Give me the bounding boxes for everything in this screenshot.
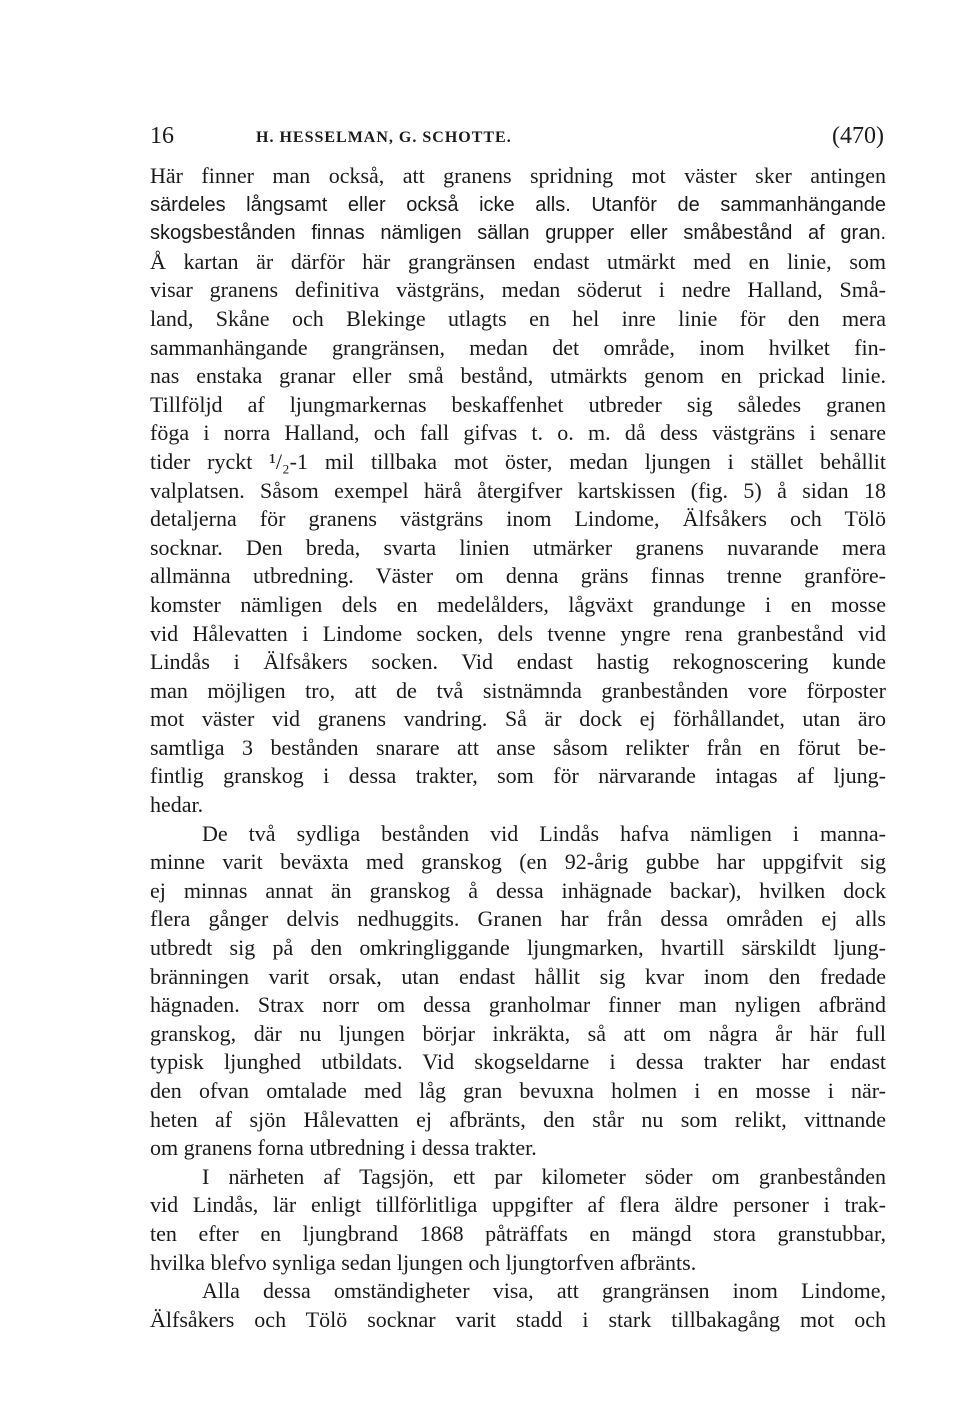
original-page-number: (470) — [832, 123, 884, 149]
text-line: Lindås i Älfsåkers socken. Vid endast hastig rekognoscering kunde — [150, 649, 886, 675]
text-line: komster nämligen dels en medelålders, lågväxt grandunge i en mosse — [150, 591, 886, 617]
page-number: 16 — [150, 123, 174, 149]
page-header — [150, 118, 886, 154]
paragraph — [150, 1163, 886, 1277]
text-line: skogsbestånden finnas nämligen sällan grupper eller småbestånd af gran. — [150, 222, 886, 245]
text-line: Å kartan är därför här grangränsen endast utmärkt med en linie, som — [150, 248, 886, 274]
text-line: De två sydliga bestånden vid Lindås hafva nämligen i manna- — [202, 820, 886, 846]
text-line: vid Hålevatten i Lindome socken, dels tvenne yngre rena granbestånd vid — [150, 620, 886, 646]
text-line: typisk ljunghed utbildats. Vid skogseldarne i dessa trakter har endast — [150, 1049, 886, 1075]
page — [150, 118, 886, 1334]
paragraph — [150, 1277, 886, 1334]
text-line: hvilka blefvo synliga sedan ljungen och ljungtorfven afbränts. — [150, 1249, 697, 1275]
text-line: vid Lindås, lär enligt tillförlitliga uppgifter af flera äldre personer i trak- — [150, 1192, 886, 1218]
text-line: Tillföljd af ljungmarkernas beskaffenhet utbreder sig således granen — [150, 391, 886, 417]
text-line: ej minnas annat än granskog å dessa inhägnade backar), hvilken dock — [150, 877, 886, 903]
text-line: samtliga 3 bestånden snarare att anse såsom relikter från en förut be- — [150, 734, 886, 760]
paragraph — [150, 162, 886, 820]
paragraph — [150, 820, 886, 1163]
running-head: H. HESSELMAN, G. SCHOTTE. — [256, 129, 512, 146]
text-line: detaljerna för granens västgräns inom Lindome, Älfsåkers och Tölö — [150, 506, 886, 532]
text-line: fintlig granskog i dessa trakter, som för närvarande intagas af ljung- — [150, 763, 886, 789]
text-line: sammanhängande grangränsen, medan det område, inom hvilket fin- — [150, 334, 886, 360]
text-line: allmänna utbredning. Väster om denna gräns finnas trenne granföre- — [150, 563, 886, 589]
text-line: land, Skåne och Blekinge utlagts en hel inre linie för den mera — [150, 305, 886, 331]
text-line: socknar. Den breda, svarta linien utmärker granens nuvarande mera — [150, 534, 886, 560]
text-line: valplatsen. Såsom exempel härå återgifver kartskissen (fig. 5) å sidan 18 — [150, 477, 886, 503]
text-line: Älfsåkers och Tölö socknar varit stadd i stark tillbakagång mot och — [150, 1306, 886, 1332]
text-line: flera gånger delvis nedhuggits. Granen har från dessa områden ej alls — [150, 906, 886, 932]
text-line: granskog, där nu ljungen börjar inkräkta, så att om några år här full — [150, 1020, 886, 1046]
text-line: bränningen varit orsak, utan endast hållit sig kvar inom den fredade — [150, 963, 886, 989]
text-line: I närheten af Tagsjön, ett par kilometer söder om granbestånden — [202, 1163, 886, 1189]
text-line: föga i norra Halland, och fall gifvas t. o. m. då dess västgräns i senare — [150, 420, 886, 446]
text-line: heten af sjön Hålevatten ej afbränts, den står nu som relikt, vittnande — [150, 1106, 886, 1132]
text-line: visar granens definitiva västgräns, medan söderut i nedre Halland, Små- — [150, 277, 886, 303]
text-line: hedar. — [150, 792, 204, 818]
text-line: hägnaden. Strax norr om dessa granholmar finner man nyligen afbränd — [150, 992, 886, 1018]
text-line: minne varit beväxta med granskog (en 92-årig gubbe har uppgifvit sig — [150, 849, 886, 875]
text-line: utbredt sig på den omkringliggande ljungmarken, hvartill särskildt ljung- — [150, 935, 886, 961]
text-line: särdeles långsamt eller också icke alls. Utanför de sammanhängande — [150, 193, 886, 216]
text-line: mot väster vid granens vandring. Så är dock ej förhållandet, utan äro — [150, 706, 886, 732]
text-line: nas enstaka granar eller små bestånd, utmärkts genom en prickad linie. — [150, 363, 886, 389]
text-line: ten efter en ljungbrand 1868 påträffats en mängd stora granstubbar, — [150, 1220, 886, 1246]
text-line: den ofvan omtalade med låg gran bevuxna holmen i en mosse i när- — [150, 1078, 886, 1103]
text-line: tider ryckt ¹/₂-1 mil tillbaka mot öster, medan ljungen i stället behållit — [150, 448, 886, 474]
text-line: man möjligen tro, att de två sistnämnda granbestånden vore förposter — [150, 677, 886, 703]
text-line: Alla dessa omständigheter visa, att grangränsen inom Lindome, — [202, 1278, 886, 1304]
text-line: Här finner man också, att granens spridning mot väster sker antingen — [150, 163, 886, 188]
text-line: om granens forna utbredning i dessa trakter. — [150, 1135, 537, 1161]
body-text — [150, 162, 886, 1334]
